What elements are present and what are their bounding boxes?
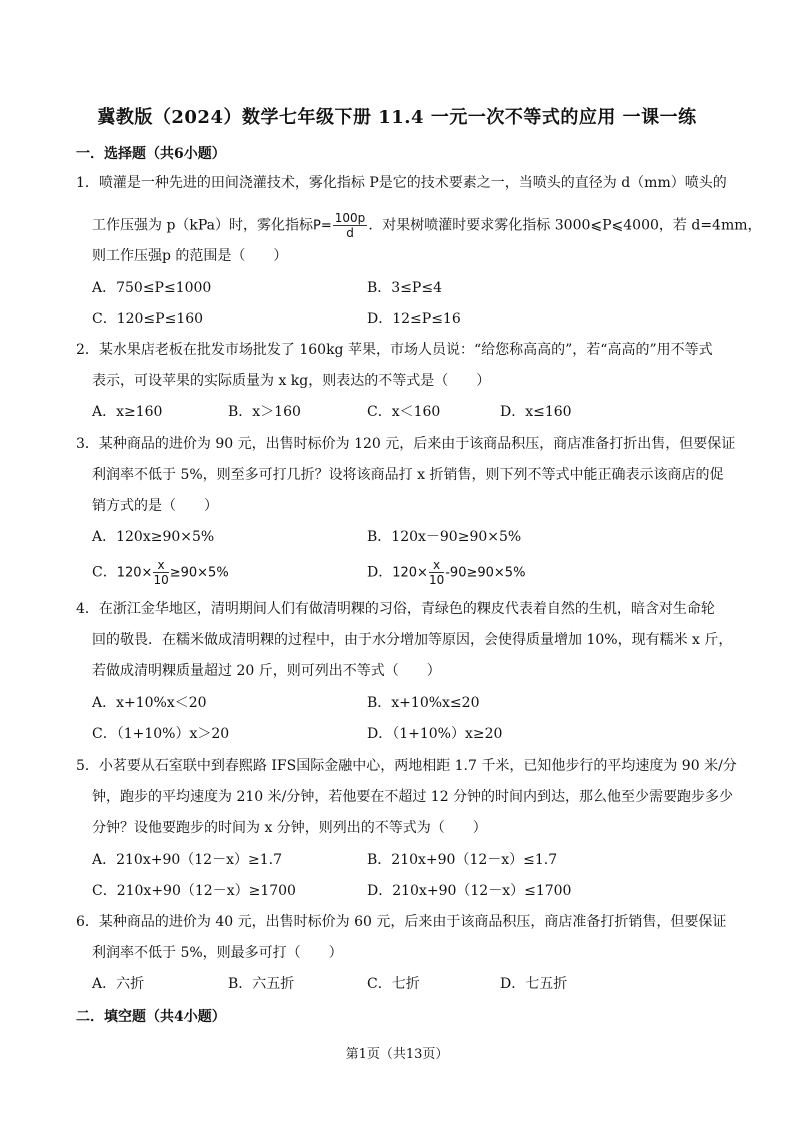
fraction-100p-over-d	[333, 211, 368, 240]
question-2-line-2: 表示，可设苹果的实际质量为 x kg，则表达的不等式是（ ）	[92, 373, 491, 389]
question-6-line-2: 利润率不低于 5%，则最多可打（ ）	[92, 945, 343, 961]
question-3-line-3: 销方式的是（ ）	[92, 498, 218, 514]
question-6-option-c[interactable]: C．七折	[367, 976, 420, 992]
question-1-line-2	[92, 211, 762, 240]
question-4-option-c[interactable]: C．（1+10%）x＞20	[92, 726, 230, 742]
section-heading-choice: 一．选择题（共6小题）	[76, 146, 226, 162]
question-1-option-c[interactable]: C．120≤P≤160	[92, 311, 204, 327]
question-4-line-3: 若做成清明粿质量超过 20 斤，则可列出不等式（ ）	[92, 663, 441, 679]
question-4-line-1: 4．在浙江金华地区，清明期间人们有做清明粿的习俗，青绿色的粿皮代表着自然的生机，暗含对生命轮	[76, 601, 715, 617]
fraction-denominator: 10	[153, 573, 169, 587]
question-1-text-b: ．对果树喷灌时要求雾化指标 3000⩽P⩽4000，若 d=4mm，	[368, 217, 762, 234]
question-1-line-1: 1．喷灌是一种先进的田间浇灌技术，雾化指标 P是它的技术要素之一，当喷头的直径为 d（mm）喷头的	[76, 175, 727, 191]
question-4-option-d[interactable]: D．（1+10%）x≥20	[367, 726, 503, 742]
question-2-option-a[interactable]: A．x≥160	[92, 404, 163, 420]
expression-part: ≥90×5%	[169, 565, 229, 581]
question-6-option-b[interactable]: B．六五折	[228, 976, 295, 992]
fraction-x-over-10	[153, 558, 168, 587]
question-3-line-1: 3．某种商品的进价为 90 元，出售时标价为 120 元，后来由于该商品积压，商店准备打折出售，但要保证	[76, 436, 736, 452]
option-label: C．	[92, 564, 117, 581]
fraction-x-over-10	[429, 558, 444, 587]
question-5-line-1: 5．小茗要从石室联中到春熙路 IFS国际金融中心，两地相距 1.7 千米，已知他步行的平均速度为 90 米/分	[76, 758, 737, 774]
fraction-numerator: 100p	[334, 211, 366, 225]
question-5-option-b[interactable]: B．210x+90（12－x）≤1.7	[367, 852, 558, 868]
question-1-option-d[interactable]: D．12≤P≤16	[367, 311, 461, 327]
question-3-option-d[interactable]	[367, 558, 525, 587]
question-4-line-2: 回的敬畏．在糯米做成清明粿的过程中，由于水分增加等原因，会使得质量增加 10%，现有糯米 x 斤，	[92, 632, 733, 648]
question-3-option-a[interactable]: A．120x≥90×5%	[92, 529, 215, 545]
expression-part: 120×	[392, 565, 428, 581]
question-3-option-b[interactable]: B．120x－90≥90×5%	[367, 529, 522, 545]
question-5-line-3: 分钟？设他要跑步的时间为 x 分钟，则列出的不等式为（ ）	[92, 820, 487, 836]
fraction-denominator: 10	[428, 573, 445, 587]
question-5-option-d[interactable]: D．210x+90（12－x）≤1700	[367, 883, 572, 899]
question-1-option-a[interactable]: A．750≤P≤1000	[92, 280, 212, 296]
question-1-option-b[interactable]: B．3≤P≤4	[367, 280, 442, 296]
question-5-line-2: 钟，跑步的平均速度为 210 米/分钟，若他要在不超过 12 分钟的时间内到达，那么他至少需要跑步多少	[92, 789, 734, 805]
question-2-line-1: 2．某水果店老板在批发市场批发了 160kg 苹果，市场人员说：“给您称高高的”，若“高高的”用不等式	[76, 342, 713, 358]
question-2-option-c[interactable]: C．x＜160	[367, 404, 441, 420]
fraction-numerator: x	[153, 558, 168, 573]
question-6-option-a[interactable]: A．六折	[92, 976, 145, 992]
option-label: D．	[367, 564, 393, 581]
question-4-option-b[interactable]: B．x+10%x≤20	[367, 695, 480, 711]
document-title: 冀教版（2024）数学七年级下册 11.4 一元一次不等式的应用 一课一练	[97, 107, 697, 128]
fraction-numerator: x	[429, 558, 444, 573]
expression-part: -90≥90×5%	[445, 565, 526, 581]
page-footer: 第1页（共13页）	[345, 1047, 449, 1062]
formula-lhs: P=	[313, 218, 332, 234]
question-2-option-b[interactable]: B．x＞160	[228, 404, 301, 420]
question-6-line-1: 6．某种商品的进价为 40 元，出售时标价为 60 元，后来由于该商品积压，商店准备打折销售，但要保证	[76, 914, 727, 930]
expression-part: 120×	[116, 565, 153, 581]
fraction-denominator: d	[346, 226, 354, 240]
question-1-line-3: 则工作压强p 的范围是（ ）	[92, 248, 288, 264]
question-6-option-d[interactable]: D．七五折	[500, 976, 568, 992]
question-3-line-2: 利润率不低于 5%，则至多可打几折？设将该商品打 x 折销售，则下列不等式中能正确表示该商店的促	[92, 467, 724, 483]
question-3-option-c[interactable]	[92, 558, 229, 587]
question-4-option-a[interactable]: A．x+10%x＜20	[92, 695, 207, 711]
question-5-option-a[interactable]: A．210x+90（12－x）≥1.7	[92, 852, 282, 868]
section-heading-fill-in: 二．填空题（共4小题）	[76, 1009, 226, 1025]
question-1-text-a: 工作压强为 p（kPa）时，雾化指标	[92, 217, 314, 234]
question-5-option-c[interactable]: C．210x+90（12－x）≥1700	[92, 883, 296, 899]
question-2-option-d[interactable]: D．x≤160	[500, 404, 572, 420]
